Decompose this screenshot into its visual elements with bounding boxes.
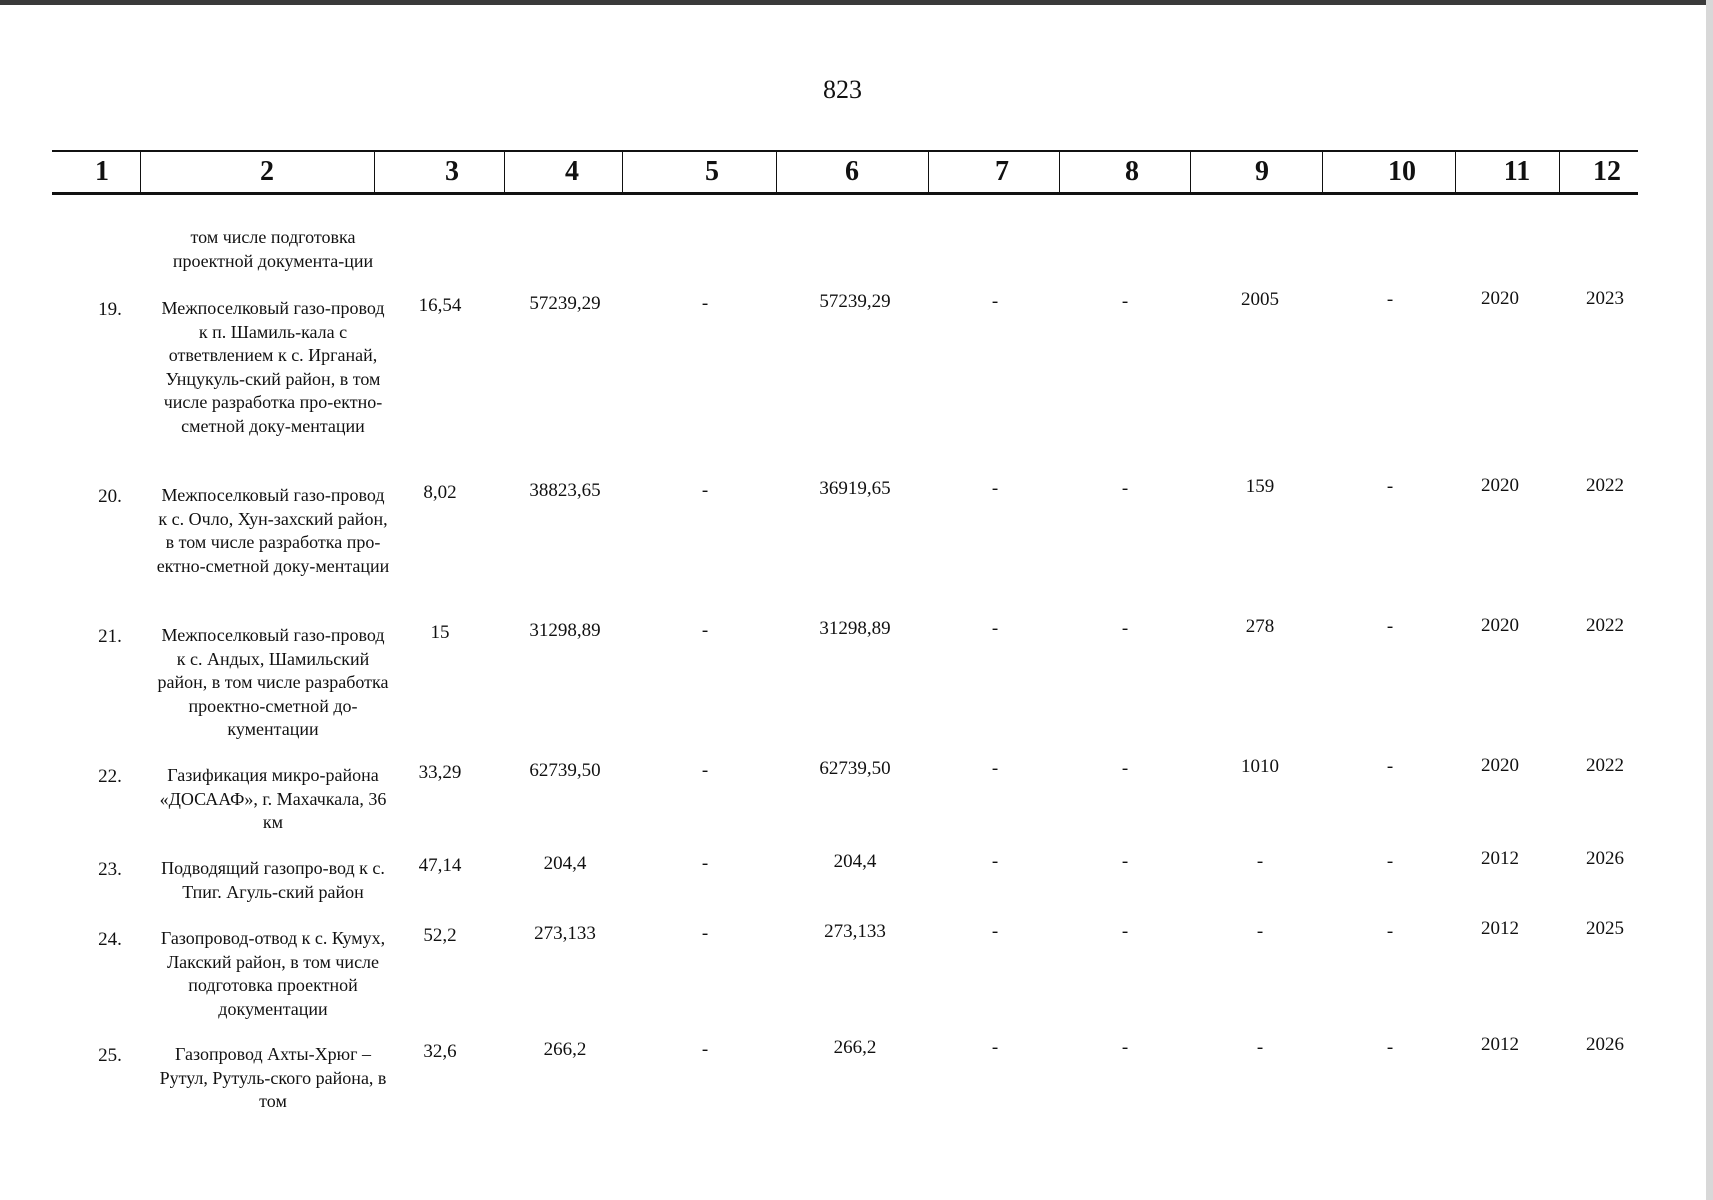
cell-col5: - bbox=[701, 923, 709, 944]
cell-col8: - bbox=[1121, 851, 1129, 872]
cell-col9: 2005 bbox=[1241, 289, 1279, 310]
col-separator bbox=[1322, 152, 1323, 192]
col-separator bbox=[1455, 152, 1456, 192]
cell-col8: - bbox=[1121, 478, 1129, 499]
cell-col10: - bbox=[1386, 616, 1394, 637]
cell-col6: 36919,65 bbox=[819, 478, 891, 499]
col-separator bbox=[776, 152, 777, 192]
cell-col3: 47,14 bbox=[418, 855, 462, 876]
cell-col6: 57239,29 bbox=[819, 291, 891, 312]
row-number: 20. bbox=[98, 486, 122, 507]
cell-col11: 2020 bbox=[1481, 475, 1519, 496]
cell-col10: - bbox=[1386, 756, 1394, 777]
cell-col9: 159 bbox=[1245, 476, 1275, 497]
col-separator bbox=[504, 152, 505, 192]
cell-col10: - bbox=[1386, 1037, 1394, 1058]
cell-col9: 1010 bbox=[1241, 756, 1279, 777]
cell-col10: - bbox=[1386, 476, 1394, 497]
col-header-11: 11 bbox=[1503, 156, 1531, 187]
cell-col6: 62739,50 bbox=[819, 758, 891, 779]
row-description: Межпоселковый газо-провод к п. Шамиль-кала с ответвлением к с. Ирганай, Унцукуль-ский район, в том числе разработка про-ектно-сметной доку-ментации bbox=[161, 298, 385, 436]
cell-col7: - bbox=[991, 921, 999, 942]
col-header-4: 4 bbox=[565, 156, 579, 187]
cell-col5: - bbox=[701, 760, 709, 781]
cell-col6: 266,2 bbox=[833, 1037, 877, 1058]
cell-col11: 2020 bbox=[1481, 615, 1519, 636]
cell-col5: - bbox=[701, 480, 709, 501]
cell-col11: 2012 bbox=[1481, 918, 1519, 939]
col-header-3: 3 bbox=[445, 156, 459, 187]
table-header bbox=[52, 150, 1638, 194]
row-description: Газопровод-отвод к с. Кумух, Лакский район, в том числе подготовка проектной документации bbox=[160, 928, 386, 1019]
cell-col6: 31298,89 bbox=[819, 618, 891, 639]
cell-col8: - bbox=[1121, 1037, 1129, 1058]
col-separator bbox=[374, 152, 375, 192]
cell-col3: 16,54 bbox=[418, 295, 462, 316]
cell-col12: 2025 bbox=[1586, 918, 1624, 939]
row-description: Газификация микро-района «ДОСААФ», г. Махачкала, 36 км bbox=[159, 765, 387, 832]
cell-col4: 57239,29 bbox=[529, 293, 601, 314]
row-description: Межпоселковый газо-провод к с. Очло, Хун-захский район, в том числе разработка про-ектно-сметной доку-ментации bbox=[156, 485, 390, 576]
row-description: Подводящий газопро-вод к с. Тпиг. Агуль-ский район bbox=[161, 858, 385, 902]
col-separator bbox=[928, 152, 929, 192]
cell-col6: 204,4 bbox=[833, 851, 877, 872]
header-top-rule bbox=[52, 150, 1638, 152]
cell-col6: 273,133 bbox=[824, 921, 886, 942]
cell-col8: - bbox=[1121, 618, 1129, 639]
cell-col11: 2020 bbox=[1481, 288, 1519, 309]
col-header-8: 8 bbox=[1125, 156, 1139, 187]
col-header-1: 1 bbox=[95, 156, 109, 187]
scan-top-edge bbox=[0, 0, 1713, 5]
cell-col3: 33,29 bbox=[418, 762, 462, 783]
cell-col3: 32,6 bbox=[423, 1041, 457, 1062]
cell-col9: - bbox=[1256, 921, 1264, 942]
cell-col12: 2022 bbox=[1586, 615, 1624, 636]
cell-col8: - bbox=[1121, 758, 1129, 779]
cell-col9: - bbox=[1256, 851, 1264, 872]
cell-col12: 2022 bbox=[1586, 475, 1624, 496]
cell-col10: - bbox=[1386, 289, 1394, 310]
col-header-6: 6 bbox=[845, 156, 859, 187]
cell-col4: 62739,50 bbox=[529, 760, 601, 781]
cell-col11: 2020 bbox=[1481, 755, 1519, 776]
row-description: Газопровод Ахты-Хрюг – Рутул, Рутуль-ского района, в том bbox=[159, 1044, 387, 1111]
row-number: 23. bbox=[98, 859, 122, 880]
cell-col9: - bbox=[1256, 1037, 1264, 1058]
cell-col12: 2022 bbox=[1586, 755, 1624, 776]
col-separator bbox=[1059, 152, 1060, 192]
col-separator bbox=[622, 152, 623, 192]
col-header-2: 2 bbox=[260, 156, 274, 187]
row-number: 24. bbox=[98, 929, 122, 950]
cell-col4: 266,2 bbox=[543, 1039, 587, 1060]
row-number: 22. bbox=[98, 766, 122, 787]
cell-col5: - bbox=[701, 853, 709, 874]
row-description: Межпоселковый газо-провод к с. Андых, Шамильский район, в том числе разработка проектно-сметной до-кументации bbox=[157, 625, 389, 739]
cell-col10: - bbox=[1386, 851, 1394, 872]
cell-col9: 278 bbox=[1245, 616, 1275, 637]
cell-col10: - bbox=[1386, 921, 1394, 942]
cell-col4: 31298,89 bbox=[529, 620, 601, 641]
cell-col4: 273,133 bbox=[534, 923, 596, 944]
cell-col3: 8,02 bbox=[423, 482, 457, 503]
row-number: 21. bbox=[98, 626, 122, 647]
col-header-5: 5 bbox=[705, 156, 719, 187]
cell-col7: - bbox=[991, 618, 999, 639]
cell-col8: - bbox=[1121, 291, 1129, 312]
cell-col11: 2012 bbox=[1481, 1034, 1519, 1055]
cell-col12: 2026 bbox=[1586, 1034, 1624, 1055]
cell-col3: 52,2 bbox=[423, 925, 457, 946]
row-number: 19. bbox=[98, 299, 122, 320]
cell-col8: - bbox=[1121, 921, 1129, 942]
cell-col4: 204,4 bbox=[543, 853, 587, 874]
col-header-7: 7 bbox=[995, 156, 1009, 187]
cell-col12: 2026 bbox=[1586, 848, 1624, 869]
header-bottom-rule bbox=[52, 192, 1638, 195]
col-header-9: 9 bbox=[1255, 156, 1269, 187]
col-separator bbox=[1559, 152, 1560, 192]
cell-col7: - bbox=[991, 758, 999, 779]
cell-col11: 2012 bbox=[1481, 848, 1519, 869]
col-separator bbox=[140, 152, 141, 192]
page-number: 823 bbox=[823, 75, 862, 104]
continuation-text: том числе подготовка проектной документа-ции bbox=[172, 227, 374, 271]
row-number: 25. bbox=[98, 1045, 122, 1066]
cell-col7: - bbox=[991, 291, 999, 312]
col-header-12: 12 bbox=[1593, 156, 1621, 187]
cell-col7: - bbox=[991, 851, 999, 872]
cell-col7: - bbox=[991, 478, 999, 499]
cell-col7: - bbox=[991, 1037, 999, 1058]
scan-right-edge bbox=[1706, 0, 1713, 1200]
col-header-10: 10 bbox=[1388, 156, 1416, 187]
cell-col5: - bbox=[701, 620, 709, 641]
cell-col5: - bbox=[701, 293, 709, 314]
col-separator bbox=[1190, 152, 1191, 192]
cell-col4: 38823,65 bbox=[529, 480, 601, 501]
cell-col12: 2023 bbox=[1586, 288, 1624, 309]
cell-col5: - bbox=[701, 1039, 709, 1060]
cell-col3: 15 bbox=[430, 622, 450, 643]
